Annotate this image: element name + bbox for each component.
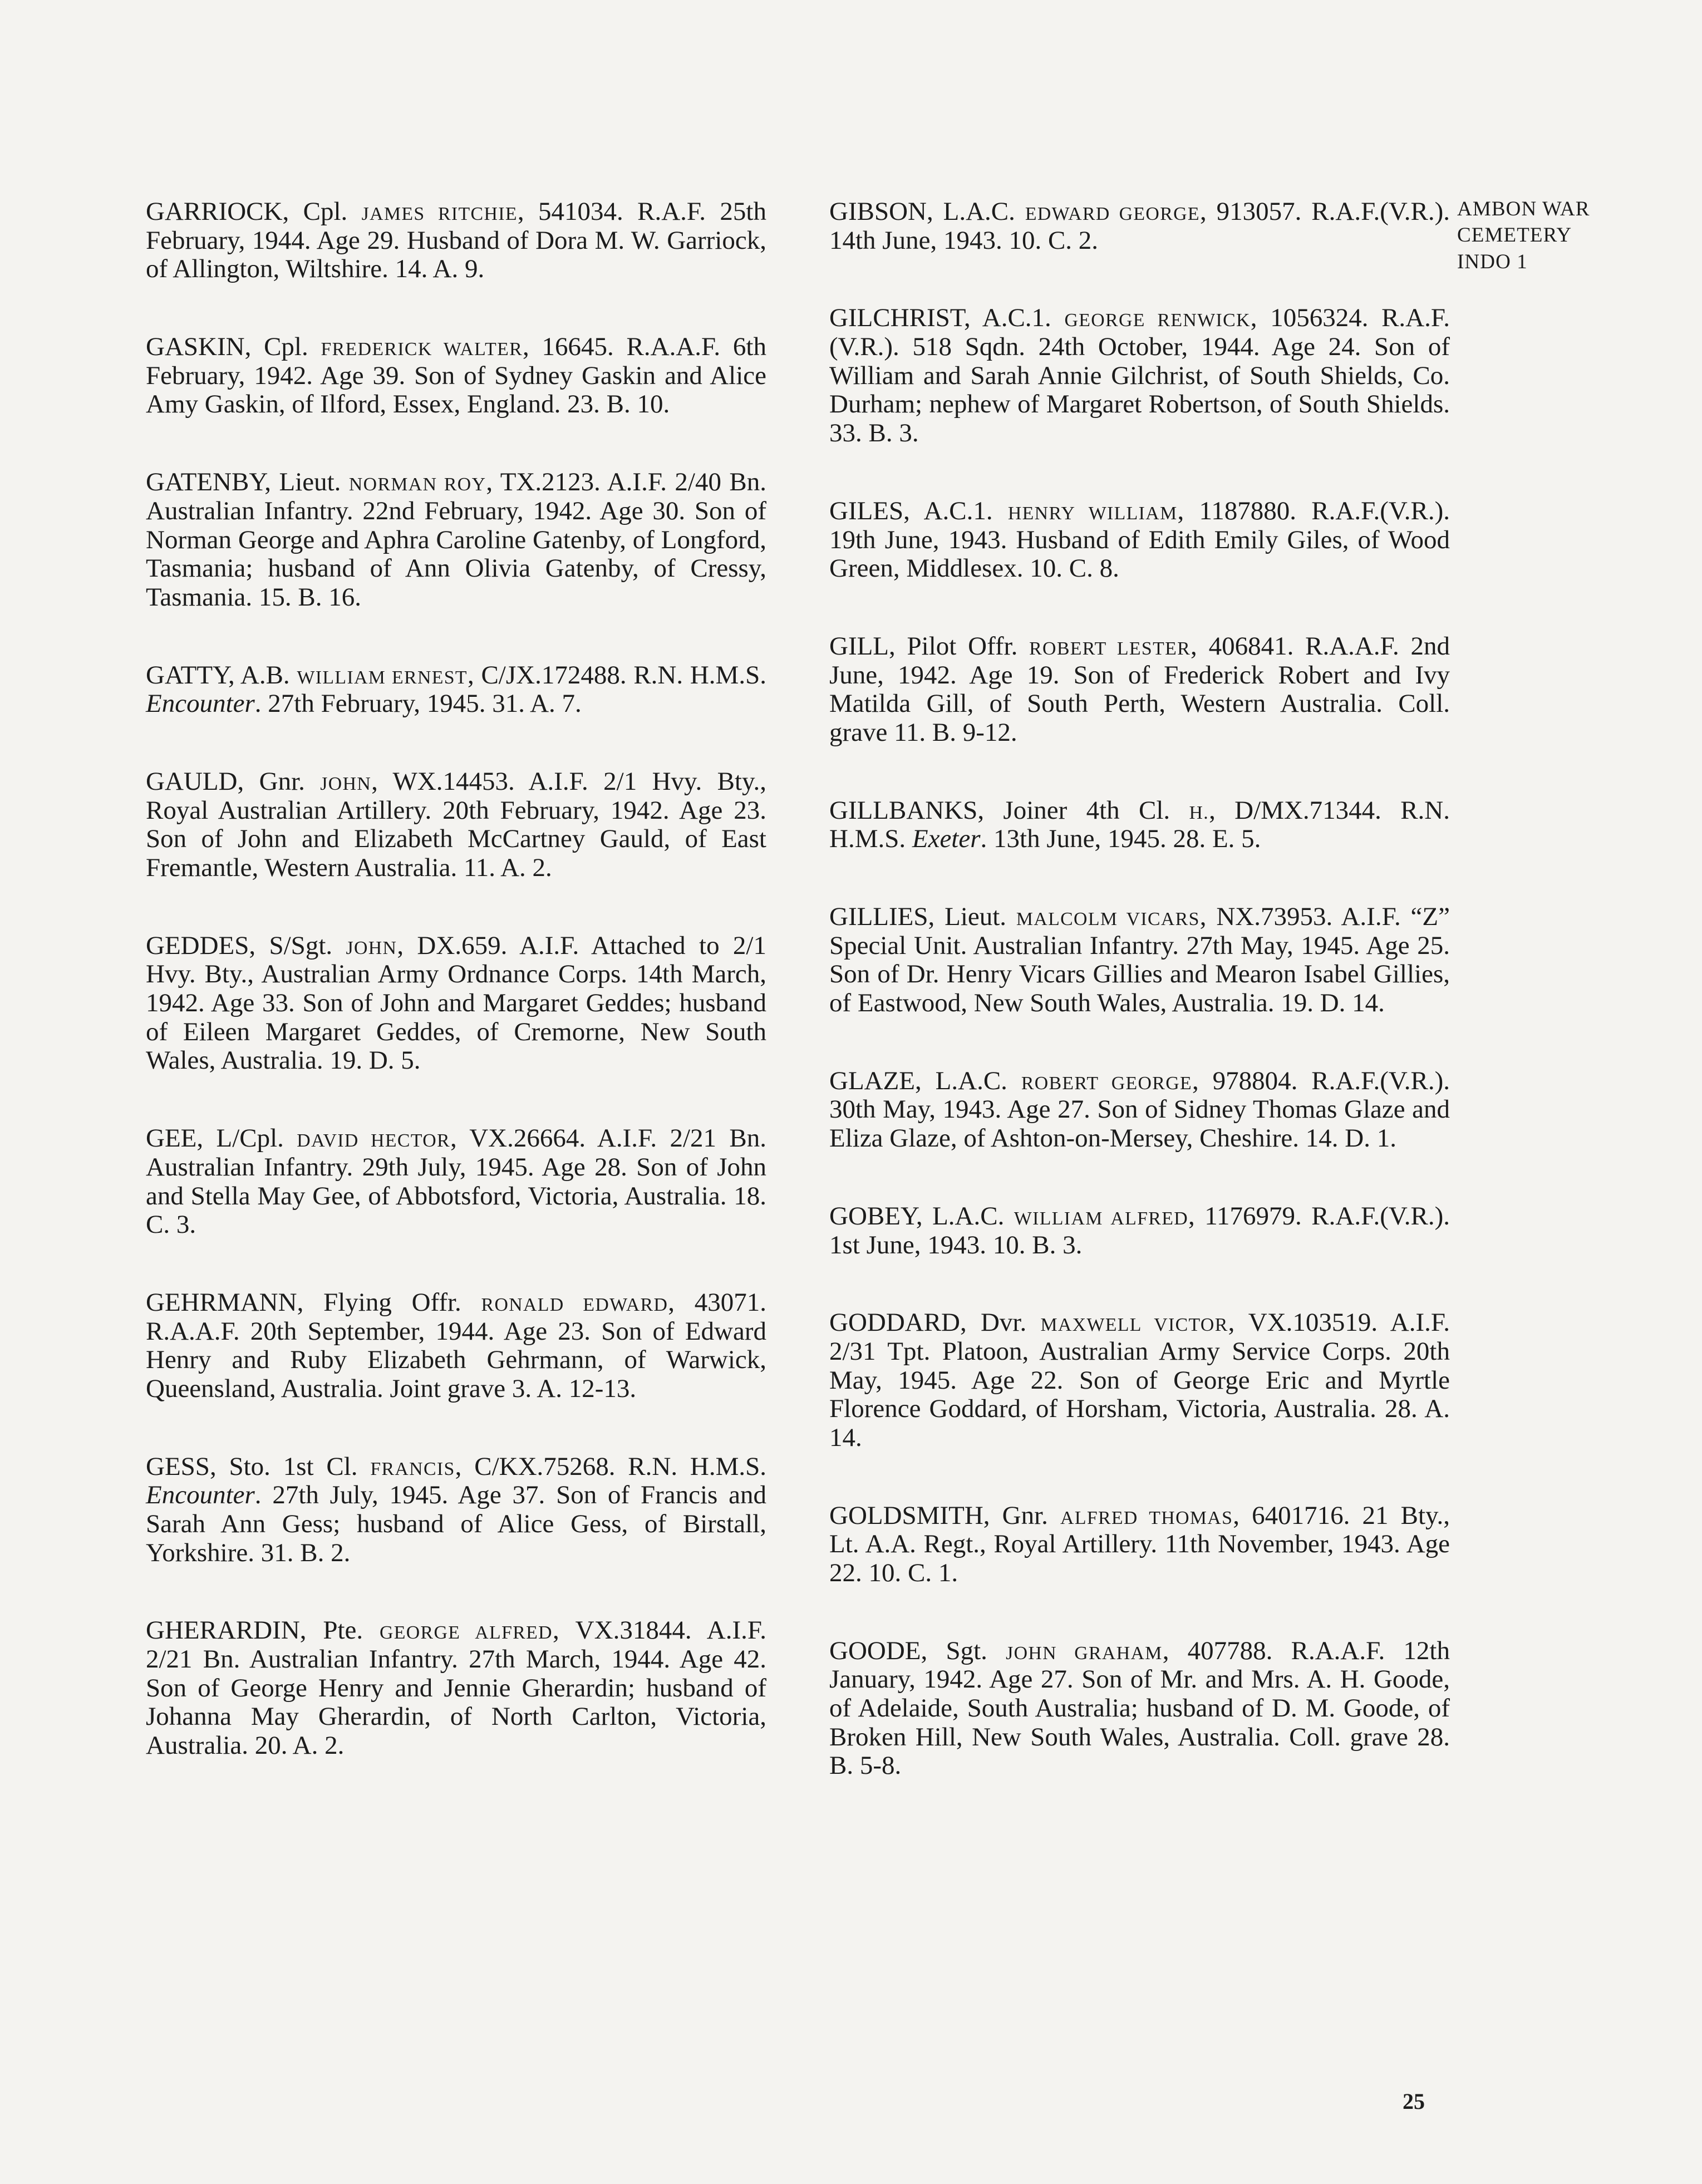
casualty-entry	[829, 198, 1450, 255]
entry-given-names: GEORGE ALFRED	[379, 1622, 553, 1644]
entry-rank: , Dvr.	[960, 1308, 1041, 1337]
entry-given-names: NORMAN ROY	[348, 474, 486, 495]
entry-details: , 6401716. 21 Bty., Lt. A.A. Regt., Royal Artillery. 11th November, 1943. Age 22. 10. C. 1.	[829, 1501, 1450, 1587]
casualty-entry	[829, 1502, 1450, 1588]
entry-rank: , Lieut.	[264, 468, 349, 497]
entry-details-tail: . 27th February, 1945. 31. A. 7.	[254, 689, 582, 719]
entry-details: , 1187880. R.A.F.(V.R.). 19th June, 1943. Husband of Edith Emily Giles, of Wood Green, Middlesex. 10. C. 8.	[829, 496, 1450, 583]
casualty-entry	[829, 304, 1450, 447]
entry-ship-name: Encounter	[146, 689, 255, 719]
entry-given-names: MALCOLM VICARS	[1016, 909, 1200, 929]
entry-rank: , A.C.1.	[963, 303, 1065, 333]
entry-surname: GIBSON	[829, 197, 927, 226]
entry-rank: , Cpl.	[244, 332, 321, 362]
entry-surname: GAULD	[146, 766, 238, 796]
entry-surname: GOLDSMITH	[829, 1501, 983, 1530]
entry-given-names: RONALD EDWARD	[481, 1294, 668, 1315]
entry-rank: , Joiner 4th Cl.	[977, 795, 1189, 825]
entry-ship-name: Exeter	[912, 824, 981, 854]
entry-details: , 1176979. R.A.F.(V.R.). 1st June, 1943. 10. B. 3.	[829, 1201, 1450, 1260]
entry-given-names: H.	[1189, 802, 1209, 823]
casualty-entry	[829, 497, 1450, 583]
entry-details: , C/JX.172488. R.N. H.M.S.	[467, 660, 766, 690]
entry-given-names: JAMES RITCHIE	[361, 204, 518, 224]
entry-details: , 1056324. R.A.F.(V.R.). 518 Sqdn. 24th October, 1944. Age 24. Son of William and Sarah Annie Gilchrist, of South Shields, Co. Durham; nephew of Margaret Robertson, of South Shields. 33. B. 3.	[829, 303, 1450, 448]
entry-details: , VX.31844. A.I.F. 2/21 Bn. Australian Infantry. 27th March, 1944. Age 42. Son of George Henry and Jennie Gherardin; husband of Johanna May Gherardin, of North Carlton, Victoria, Australia. 20. A. 2.	[146, 1616, 766, 1760]
entry-given-names: MAXWELL VICTOR	[1040, 1315, 1228, 1336]
casualty-entry	[146, 1453, 766, 1568]
entry-surname: GILLIES	[829, 902, 928, 931]
entry-surname: GESS	[146, 1452, 210, 1481]
entry-rank: , Sgt.	[921, 1636, 1006, 1665]
entry-ship-name: Encounter	[146, 1480, 255, 1510]
entry-details: , C/KX.75268. R.N. H.M.S.	[455, 1452, 767, 1481]
casualty-entry	[829, 1637, 1450, 1780]
cemetery-margin-note	[1457, 196, 1624, 275]
entry-rank: , Pilot Offr.	[889, 631, 1030, 661]
casualty-entry	[146, 468, 766, 612]
entry-details: , VX.26664. A.I.F. 2/21 Bn. Australian Infantry. 29th July, 1945. Age 28. Son of John and Stella May Gee, of Abbotsford, Victoria, Australia. 18. C. 3.	[146, 1124, 766, 1239]
casualty-entry	[829, 1067, 1450, 1153]
entry-given-names: FREDERICK WALTER	[321, 339, 523, 360]
entry-given-names: JOHN	[346, 937, 397, 958]
casualty-entry	[829, 1202, 1450, 1260]
casualty-entry	[829, 903, 1450, 1018]
entry-details-tail: . 13th June, 1945. 28. E. 5.	[980, 824, 1261, 854]
entry-given-names: WILLIAM ALFRED	[1014, 1208, 1189, 1229]
entry-surname: GLAZE	[829, 1066, 916, 1095]
entry-details: , 407788. R.A.A.F. 12th January, 1942. Age 27. Son of Mr. and Mrs. A. H. Goode, of Adelaide, South Australia; husband of D. M. Goode, of Broken Hill, New South Wales, Australia. Coll. grave 28. B. 5-8.	[829, 1636, 1450, 1780]
entry-details: , TX.2123. A.I.F. 2/40 Bn. Australian Infantry. 22nd February, 1942. Age 30. Son of Norman George and Aphra Caroline Gatenby, of Longford, Tasmania; husband of Ann Olivia Gatenby, of Cressy, Tasmania. 15. B. 16.	[146, 468, 766, 612]
entry-surname: GILL	[829, 631, 889, 661]
casualty-entry	[829, 1309, 1450, 1452]
entry-rank: , Gnr.	[983, 1501, 1061, 1530]
entry-rank: , Pte.	[299, 1616, 380, 1645]
entry-rank: , A.B.	[228, 660, 297, 690]
entry-given-names: ROBERT GEORGE	[1021, 1073, 1192, 1094]
entry-given-names: ALFRED THOMAS	[1060, 1507, 1233, 1528]
entry-details: , 16645. R.A.A.F. 6th February, 1942. Age 39. Son of Sydney Gaskin and Alice Amy Gaskin, of Ilford, Essex, England. 23. B. 10.	[146, 332, 766, 419]
left-column	[146, 198, 766, 1809]
casualty-entry	[146, 661, 766, 719]
entry-surname: GASKIN	[146, 332, 245, 362]
entry-rank: , Lieut.	[928, 902, 1016, 931]
entry-surname: GEE	[146, 1124, 197, 1153]
entry-given-names: GEORGE RENWICK	[1064, 310, 1251, 331]
entry-given-names: DAVID HECTOR	[297, 1130, 450, 1152]
entry-details: , D/MX.71344. R.N. H.M.S.	[829, 795, 1450, 854]
entry-surname: GILCHRIST	[829, 303, 964, 333]
entry-given-names: HENRY WILLIAM	[1007, 503, 1178, 524]
casualty-entry	[829, 796, 1450, 854]
margin-note-line: INDO 1	[1457, 250, 1528, 273]
entry-details-tail: . 27th July, 1945. Age 37. Son of Francis and Sarah Ann Gess; husband of Alice Gess, of Birstall, Yorkshire. 31. B. 2.	[146, 1480, 766, 1567]
entry-rank: , Gnr.	[237, 766, 321, 796]
entry-rank: , L.A.C.	[915, 1066, 1021, 1095]
right-column	[829, 198, 1450, 1829]
page-number: 25	[1403, 2089, 1425, 2114]
casualty-entry	[146, 932, 766, 1075]
entry-given-names: WILLIAM ERNEST	[297, 667, 468, 688]
entry-surname: GEHRMANN	[146, 1287, 297, 1317]
entry-surname: GOODE	[829, 1636, 921, 1665]
entry-details: , 406841. R.A.A.F. 2nd June, 1942. Age 19. Son of Frederick Robert and Ivy Matilda Gill, of South Perth, Western Australia. Coll. grave 11. B. 9-12.	[829, 631, 1450, 747]
entry-given-names: EDWARD GEORGE	[1025, 204, 1200, 224]
entry-surname: GATENBY	[146, 468, 265, 497]
entry-surname: GILLBANKS	[829, 795, 978, 825]
entry-rank: , L.A.C.	[916, 1201, 1014, 1231]
entry-given-names: JOHN	[320, 773, 372, 794]
entry-rank: , S/Sgt.	[249, 931, 346, 960]
entry-rank: , L.A.C.	[926, 197, 1025, 226]
entry-rank: , Sto. 1st Cl.	[209, 1452, 371, 1481]
entry-details: , 978804. R.A.F.(V.R.). 30th May, 1943. Age 27. Son of Sidney Thomas Glaze and Eliza Glaze, of Ashton-on-Mersey, Cheshire. 14. D. 1.	[829, 1066, 1450, 1153]
entry-details: , NX.73953. A.I.F. “Z” Special Unit. Australian Infantry. 27th May, 1945. Age 25. Son of Dr. Henry Vicars Gillies and Mearon Isabel Gillies, of Eastwood, New South Wales, Australia. 19. D. 14.	[829, 902, 1450, 1018]
entry-details: , 541034. R.A.F. 25th February, 1944. Age 29. Husband of Dora M. W. Garriock, of Allington, Wiltshire. 14. A. 9.	[146, 197, 766, 284]
casualty-entry	[146, 1616, 766, 1760]
casualty-entry	[146, 1124, 766, 1239]
entry-details: , DX.659. A.I.F. Attached to 2/1 Hvy. Bty., Australian Army Ordnance Corps. 14th March, 1942. Age 33. Son of John and Margaret Geddes; husband of Eileen Margaret Geddes, of Cremorne, New South Wales, Australia. 19. D. 5.	[146, 931, 766, 1075]
entry-details: , 913057. R.A.F.(V.R.). 14th June, 1943. 10. C. 2.	[829, 197, 1450, 255]
entry-rank: , A.C.1.	[903, 496, 1008, 525]
entry-surname: GARRIOCK	[146, 197, 283, 226]
entry-surname: GEDDES	[146, 931, 249, 960]
entry-given-names: ROBERT LESTER	[1029, 638, 1191, 659]
entry-given-names: FRANCIS	[370, 1458, 455, 1479]
casualty-entry	[146, 333, 766, 419]
margin-note-line: AMBON WAR	[1457, 198, 1590, 220]
margin-note-line: CEMETERY	[1457, 224, 1572, 247]
entry-surname: GHERARDIN	[146, 1616, 300, 1645]
entry-rank: , Cpl.	[282, 197, 362, 226]
entry-given-names: JOHN GRAHAM	[1006, 1642, 1163, 1664]
entry-rank: , L/Cpl.	[196, 1124, 297, 1153]
casualty-entry	[146, 1288, 766, 1404]
casualty-entry	[146, 198, 766, 284]
casualty-entry	[829, 632, 1450, 747]
entry-surname: GILES	[829, 496, 904, 525]
entry-surname: GOBEY	[829, 1201, 916, 1231]
entry-details: , VX.103519. A.I.F. 2/31 Tpt. Platoon, Australian Army Service Corps. 20th May, 1945. Age 22. Son of George Eric and Myrtle Florence Goddard, of Horsham, Victoria, Australia. 28. A. 14.	[829, 1308, 1450, 1452]
casualty-entry	[146, 768, 766, 883]
entry-details: , 43071. R.A.A.F. 20th September, 1944. Age 23. Son of Edward Henry and Ruby Elizabeth Gehrmann, of Warwick, Queensland, Australia. Joint grave 3. A. 12-13.	[146, 1287, 766, 1403]
entry-rank: , Flying Offr.	[297, 1287, 481, 1317]
entry-surname: GODDARD	[829, 1308, 960, 1337]
entry-surname: GATTY	[146, 660, 228, 690]
entry-details: , WX.14453. A.I.F. 2/1 Hvy. Bty., Royal Australian Artillery. 20th February, 1942. Age 23. Son of John and Elizabeth McCartney Gauld, of East Fremantle, Western Australia. 11. A. 2.	[146, 766, 767, 882]
